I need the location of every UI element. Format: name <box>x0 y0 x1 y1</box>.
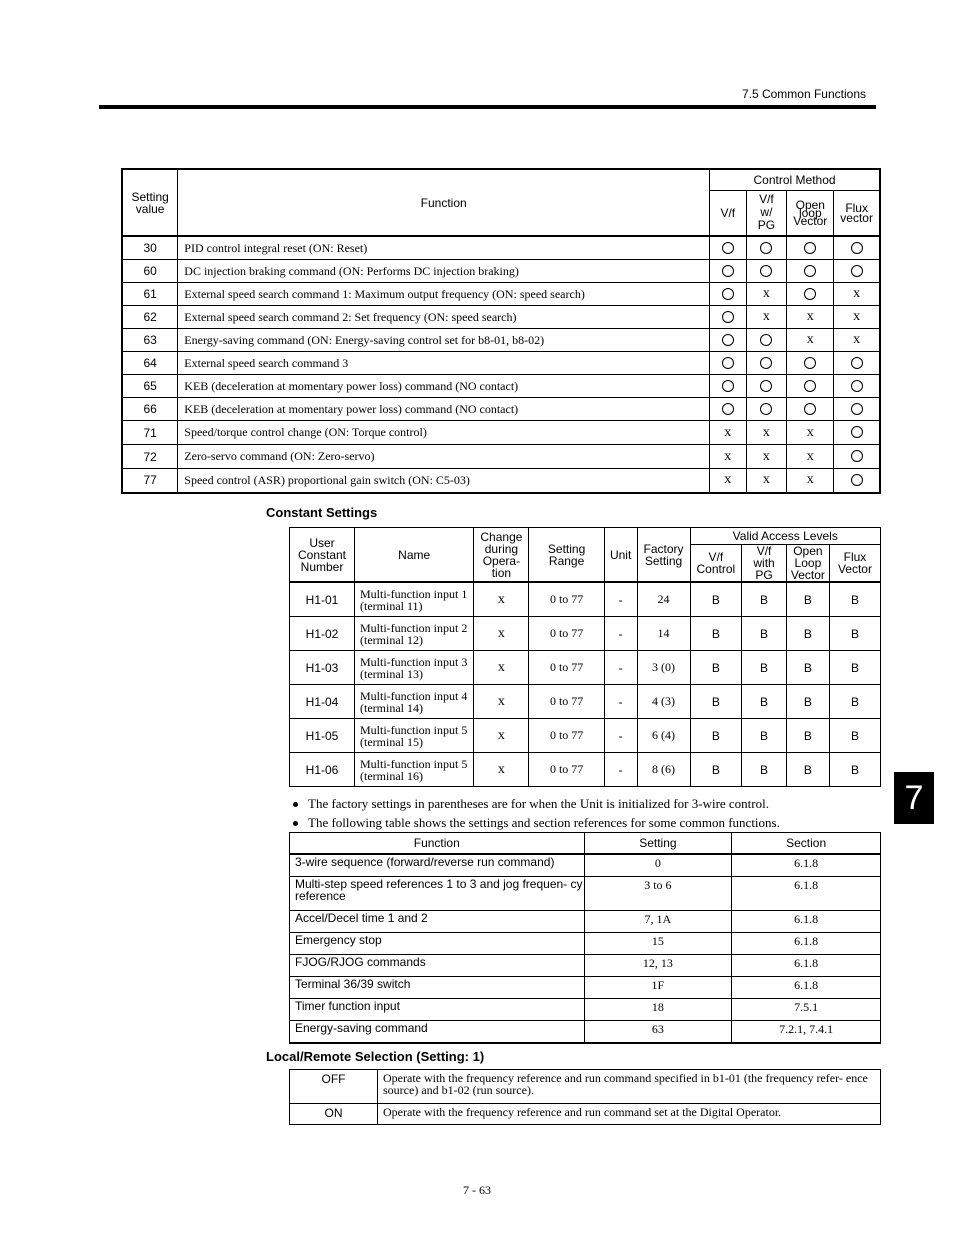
factory-setting-cell: 24 <box>637 582 690 617</box>
table-row <box>290 1070 881 1104</box>
change-during-operation-cell: x <box>474 617 529 651</box>
unit-cell: - <box>604 685 637 719</box>
not-supported-mark: x <box>724 472 732 488</box>
constant-number-cell: H1-03 <box>290 651 355 685</box>
control-method-cell <box>787 469 834 493</box>
constant-number-cell: H1-05 <box>290 719 355 753</box>
supported-circle-icon <box>851 426 863 438</box>
factory-setting-cell: 6 (4) <box>637 719 690 753</box>
control-method-cell <box>787 236 834 260</box>
control-method-cell <box>834 469 880 493</box>
control-method-cell <box>787 260 834 283</box>
unit-cell: - <box>604 582 637 617</box>
vf-control-header: V/f Control <box>690 545 742 583</box>
table-row <box>290 719 881 753</box>
control-method-cell <box>787 398 834 421</box>
flux-vector-header: Flux Vector <box>829 545 880 583</box>
section-cell: 6.1.8 <box>732 877 881 911</box>
change-during-operation-cell: x <box>474 685 529 719</box>
table-row <box>122 352 880 375</box>
constant-number-cell: H1-04 <box>290 685 355 719</box>
supported-circle-icon <box>760 357 772 369</box>
function-cell: Accel/Decel time 1 and 2 <box>290 911 585 933</box>
control-method-cell <box>746 306 787 329</box>
open-loop-vector-header: Open loop Vector <box>787 190 834 236</box>
control-method-cell <box>746 283 787 306</box>
change-during-operation-cell: x <box>474 582 529 617</box>
control-method-cell <box>834 352 880 375</box>
not-supported-mark: x <box>806 424 814 440</box>
not-supported-mark: x <box>762 286 770 301</box>
access-level-cell: B <box>786 719 829 753</box>
supported-circle-icon <box>804 357 816 369</box>
vf-header: V/f <box>710 190 746 236</box>
supported-circle-icon <box>722 265 734 277</box>
function-cell: Multi-step speed references 1 to 3 and jog frequen- cy reference <box>290 877 585 911</box>
setting-range-cell: 0 to 77 <box>529 651 604 685</box>
unit-cell: - <box>604 617 637 651</box>
table-row <box>122 283 880 306</box>
table-row <box>290 617 881 651</box>
access-level-cell: B <box>829 651 880 685</box>
table-row <box>290 1104 881 1125</box>
setting-value-cell: 64 <box>122 352 178 375</box>
access-level-cell: B <box>829 685 880 719</box>
supported-circle-icon <box>760 403 772 415</box>
supported-circle-icon <box>722 242 734 254</box>
control-method-cell <box>834 283 880 306</box>
control-method-cell <box>710 260 746 283</box>
change-during-operation-cell: x <box>474 651 529 685</box>
setting-cell: 0 <box>584 854 732 877</box>
access-level-cell: B <box>742 685 787 719</box>
function-cell: FJOG/RJOG commands <box>290 955 585 977</box>
section-cell: 6.1.8 <box>732 911 881 933</box>
setting-cell: 18 <box>584 999 732 1021</box>
control-method-cell <box>787 445 834 469</box>
supported-circle-icon <box>851 403 863 415</box>
setting-value-header: Setting value <box>122 169 178 236</box>
user-constant-header: User Constant Number <box>290 528 355 583</box>
access-level-cell: B <box>690 617 742 651</box>
access-level-cell: B <box>786 582 829 617</box>
table-row <box>290 651 881 685</box>
access-level-cell: B <box>829 719 880 753</box>
not-supported-mark: x <box>762 472 770 488</box>
function-cell: PID control integral reset (ON: Reset) <box>178 236 710 260</box>
function-cell: Zero-servo command (ON: Zero-servo) <box>178 445 710 469</box>
setting-cell: 3 to 6 <box>584 877 732 911</box>
name-cell: Multi-function input 4 (terminal 14) <box>355 685 474 719</box>
supported-circle-icon <box>760 380 772 392</box>
access-level-cell: B <box>742 651 787 685</box>
supported-circle-icon <box>804 265 816 277</box>
control-method-cell <box>787 421 834 445</box>
function-cell: Emergency stop <box>290 933 585 955</box>
name-header: Name <box>355 528 474 583</box>
control-method-cell <box>710 236 746 260</box>
table-row <box>122 236 880 260</box>
supported-circle-icon <box>722 380 734 392</box>
control-method-cell <box>710 329 746 352</box>
page-number: 7 - 63 <box>463 1183 491 1197</box>
function-cell: Energy-saving command (ON: Energy-saving control set for b8-01, b8-02) <box>178 329 710 352</box>
control-method-cell <box>710 352 746 375</box>
local-remote-table <box>289 1069 881 1125</box>
setting-value-cell: 63 <box>122 329 178 352</box>
control-method-cell <box>746 445 787 469</box>
not-supported-mark: x <box>724 424 732 440</box>
table-row <box>290 955 881 977</box>
function-cell: Energy-saving command <box>290 1021 585 1044</box>
control-method-cell <box>834 445 880 469</box>
control-method-cell <box>746 352 787 375</box>
section-cell: 6.1.8 <box>732 933 881 955</box>
common-functions-table <box>289 832 881 1044</box>
control-method-cell <box>746 421 787 445</box>
supported-circle-icon <box>804 288 816 300</box>
name-cell: Multi-function input 2 (terminal 12) <box>355 617 474 651</box>
table-row <box>122 375 880 398</box>
setting-cell: 1F <box>584 977 732 999</box>
control-method-cell <box>710 283 746 306</box>
supported-circle-icon <box>851 450 863 462</box>
control-method-cell <box>834 260 880 283</box>
not-supported-mark: x <box>853 286 861 301</box>
access-level-cell: B <box>786 753 829 787</box>
table-row <box>290 854 881 877</box>
supported-circle-icon <box>722 334 734 346</box>
table-row <box>290 685 881 719</box>
access-level-cell: B <box>742 582 787 617</box>
table-row <box>290 753 881 787</box>
setting-header: Setting <box>584 833 732 855</box>
table-row <box>122 260 880 283</box>
control-method-cell <box>746 398 787 421</box>
setting-range-cell: 0 to 77 <box>529 753 604 787</box>
supported-circle-icon <box>722 288 734 300</box>
not-supported-mark: x <box>806 472 814 488</box>
function-cell: Speed control (ASR) proportional gain switch (ON: C5-03) <box>178 469 710 493</box>
control-method-cell <box>787 375 834 398</box>
control-method-cell <box>710 469 746 493</box>
table-row <box>290 933 881 955</box>
table-row <box>122 445 880 469</box>
unit-cell: - <box>604 651 637 685</box>
unit-cell: - <box>604 753 637 787</box>
open-loop-vector-header: Open Loop Vector <box>786 545 829 583</box>
state-cell: OFF <box>290 1070 378 1104</box>
running-header: 7.5 Common Functions <box>741 87 866 101</box>
control-method-cell <box>834 375 880 398</box>
not-supported-mark: x <box>724 448 732 464</box>
setting-value-cell: 77 <box>122 469 178 493</box>
control-method-cell <box>746 236 787 260</box>
access-level-cell: B <box>742 719 787 753</box>
function-cell: Speed/torque control change (ON: Torque control) <box>178 421 710 445</box>
control-method-cell <box>746 260 787 283</box>
not-supported-mark: x <box>853 332 861 347</box>
chapter-tab: 7 <box>894 772 934 824</box>
control-method-cell <box>787 329 834 352</box>
change-during-operation-cell: x <box>474 719 529 753</box>
setting-cell: 15 <box>584 933 732 955</box>
table-row <box>122 469 880 493</box>
table-row <box>290 999 881 1021</box>
access-level-cell: B <box>742 753 787 787</box>
section-cell: 7.5.1 <box>732 999 881 1021</box>
access-level-cell: B <box>786 651 829 685</box>
table-row <box>122 306 880 329</box>
setting-value-cell: 60 <box>122 260 178 283</box>
supported-circle-icon <box>722 357 734 369</box>
function-cell: Timer function input <box>290 999 585 1021</box>
access-level-cell: B <box>829 753 880 787</box>
control-method-cell <box>787 352 834 375</box>
function-header: Function <box>290 833 585 855</box>
function-cell: External speed search command 1: Maximum output frequency (ON: speed search) <box>178 283 710 306</box>
section-cell: 6.1.8 <box>732 854 881 877</box>
setting-range-cell: 0 to 77 <box>529 582 604 617</box>
factory-setting-cell: 4 (3) <box>637 685 690 719</box>
state-cell: ON <box>290 1104 378 1125</box>
header-rule <box>99 105 876 109</box>
vf-with-pg-header: V/f with PG <box>742 545 787 583</box>
control-method-cell <box>787 283 834 306</box>
vf-pg-header: V/f w/ PG <box>746 190 787 236</box>
function-cell: External speed search command 3 <box>178 352 710 375</box>
constant-settings-table <box>289 527 881 787</box>
access-level-cell: B <box>786 685 829 719</box>
control-method-cell <box>834 421 880 445</box>
section-cell: 7.2.1, 7.4.1 <box>732 1021 881 1044</box>
supported-circle-icon <box>760 265 772 277</box>
factory-setting-cell: 14 <box>637 617 690 651</box>
supported-circle-icon <box>804 380 816 392</box>
unit-cell: - <box>604 719 637 753</box>
setting-range-cell: 0 to 77 <box>529 719 604 753</box>
change-during-operation-header: Change during Opera- tion <box>474 528 529 583</box>
setting-range-header: Setting Range <box>529 528 604 583</box>
flux-vector-header: Flux vector <box>834 190 880 236</box>
access-level-cell: B <box>829 582 880 617</box>
control-method-cell <box>834 329 880 352</box>
access-level-cell: B <box>742 617 787 651</box>
constant-number-cell: H1-06 <box>290 753 355 787</box>
section-header: Section <box>732 833 881 855</box>
constant-number-cell: H1-01 <box>290 582 355 617</box>
constant-settings-heading: Constant Settings <box>266 505 378 520</box>
table-row <box>290 877 881 911</box>
not-supported-mark: x <box>806 309 814 324</box>
factory-setting-cell: 3 (0) <box>637 651 690 685</box>
control-method-cell <box>834 306 880 329</box>
setting-range-cell: 0 to 77 <box>529 617 604 651</box>
supported-circle-icon <box>851 474 863 486</box>
supported-circle-icon <box>851 380 863 392</box>
control-method-cell <box>710 398 746 421</box>
valid-access-levels-header: Valid Access Levels <box>690 528 881 545</box>
supported-circle-icon <box>804 242 816 254</box>
access-level-cell: B <box>690 753 742 787</box>
function-header: Function <box>178 169 710 236</box>
control-method-cell <box>834 236 880 260</box>
access-level-cell: B <box>690 685 742 719</box>
factory-setting-cell: 8 (6) <box>637 753 690 787</box>
control-method-cell <box>710 375 746 398</box>
not-supported-mark: x <box>806 448 814 464</box>
change-during-operation-cell: x <box>474 753 529 787</box>
not-supported-mark: x <box>806 332 814 347</box>
note-factory-settings: The factory settings in parentheses are for when the Unit is initialized for 3-wire control. <box>293 796 769 812</box>
not-supported-mark: x <box>762 448 770 464</box>
supported-circle-icon <box>760 334 772 346</box>
setting-value-cell: 72 <box>122 445 178 469</box>
control-method-cell <box>710 445 746 469</box>
access-level-cell: B <box>829 617 880 651</box>
not-supported-mark: x <box>762 309 770 324</box>
not-supported-mark: x <box>853 309 861 324</box>
setting-value-cell: 61 <box>122 283 178 306</box>
setting-value-table <box>121 168 881 494</box>
control-method-cell <box>787 306 834 329</box>
control-method-cell <box>746 469 787 493</box>
section-cell: 6.1.8 <box>732 955 881 977</box>
unit-header: Unit <box>604 528 637 583</box>
setting-cell: 12, 13 <box>584 955 732 977</box>
control-method-cell <box>710 306 746 329</box>
supported-circle-icon <box>851 242 863 254</box>
factory-setting-header: Factory Setting <box>637 528 690 583</box>
function-cell: Terminal 36/39 switch <box>290 977 585 999</box>
supported-circle-icon <box>722 403 734 415</box>
table-row <box>290 582 881 617</box>
setting-cell: 7, 1A <box>584 911 732 933</box>
supported-circle-icon <box>760 242 772 254</box>
name-cell: Multi-function input 5 (terminal 16) <box>355 753 474 787</box>
constant-number-cell: H1-02 <box>290 617 355 651</box>
setting-value-cell: 71 <box>122 421 178 445</box>
description-cell: Operate with the frequency reference and run command specified in b1-01 (the frequency refer- ence source) and b1-02 (run source). <box>378 1070 881 1104</box>
setting-value-cell: 66 <box>122 398 178 421</box>
function-cell: 3-wire sequence (forward/reverse run command) <box>290 854 585 877</box>
note-common-functions: The following table shows the settings and section references for some common functions. <box>293 815 780 831</box>
name-cell: Multi-function input 1 (terminal 11) <box>355 582 474 617</box>
access-level-cell: B <box>690 651 742 685</box>
control-method-cell <box>710 421 746 445</box>
control-method-cell <box>746 329 787 352</box>
section-cell: 6.1.8 <box>732 977 881 999</box>
access-level-cell: B <box>786 617 829 651</box>
table-row <box>122 329 880 352</box>
function-cell: DC injection braking command (ON: Performs DC injection braking) <box>178 260 710 283</box>
function-cell: External speed search command 2: Set frequency (ON: speed search) <box>178 306 710 329</box>
control-method-cell <box>746 375 787 398</box>
function-cell: KEB (deceleration at momentary power loss) command (NO contact) <box>178 375 710 398</box>
table-row <box>290 911 881 933</box>
table-row <box>290 1021 881 1044</box>
name-cell: Multi-function input 3 (terminal 13) <box>355 651 474 685</box>
control-method-header: Control Method <box>710 169 880 190</box>
setting-range-cell: 0 to 77 <box>529 685 604 719</box>
supported-circle-icon <box>722 311 734 323</box>
control-method-cell <box>834 398 880 421</box>
name-cell: Multi-function input 5 (terminal 15) <box>355 719 474 753</box>
access-level-cell: B <box>690 719 742 753</box>
function-cell: KEB (deceleration at momentary power loss) command (NO contact) <box>178 398 710 421</box>
local-remote-heading: Local/Remote Selection (Setting: 1) <box>266 1049 485 1064</box>
setting-value-cell: 30 <box>122 236 178 260</box>
setting-value-cell: 65 <box>122 375 178 398</box>
supported-circle-icon <box>851 357 863 369</box>
table-row <box>290 977 881 999</box>
description-cell: Operate with the frequency reference and run command set at the Digital Operator. <box>378 1104 881 1125</box>
not-supported-mark: x <box>762 424 770 440</box>
setting-cell: 63 <box>584 1021 732 1044</box>
setting-value-cell: 62 <box>122 306 178 329</box>
supported-circle-icon <box>804 403 816 415</box>
table-row <box>122 398 880 421</box>
table-row <box>122 421 880 445</box>
access-level-cell: B <box>690 582 742 617</box>
supported-circle-icon <box>851 265 863 277</box>
